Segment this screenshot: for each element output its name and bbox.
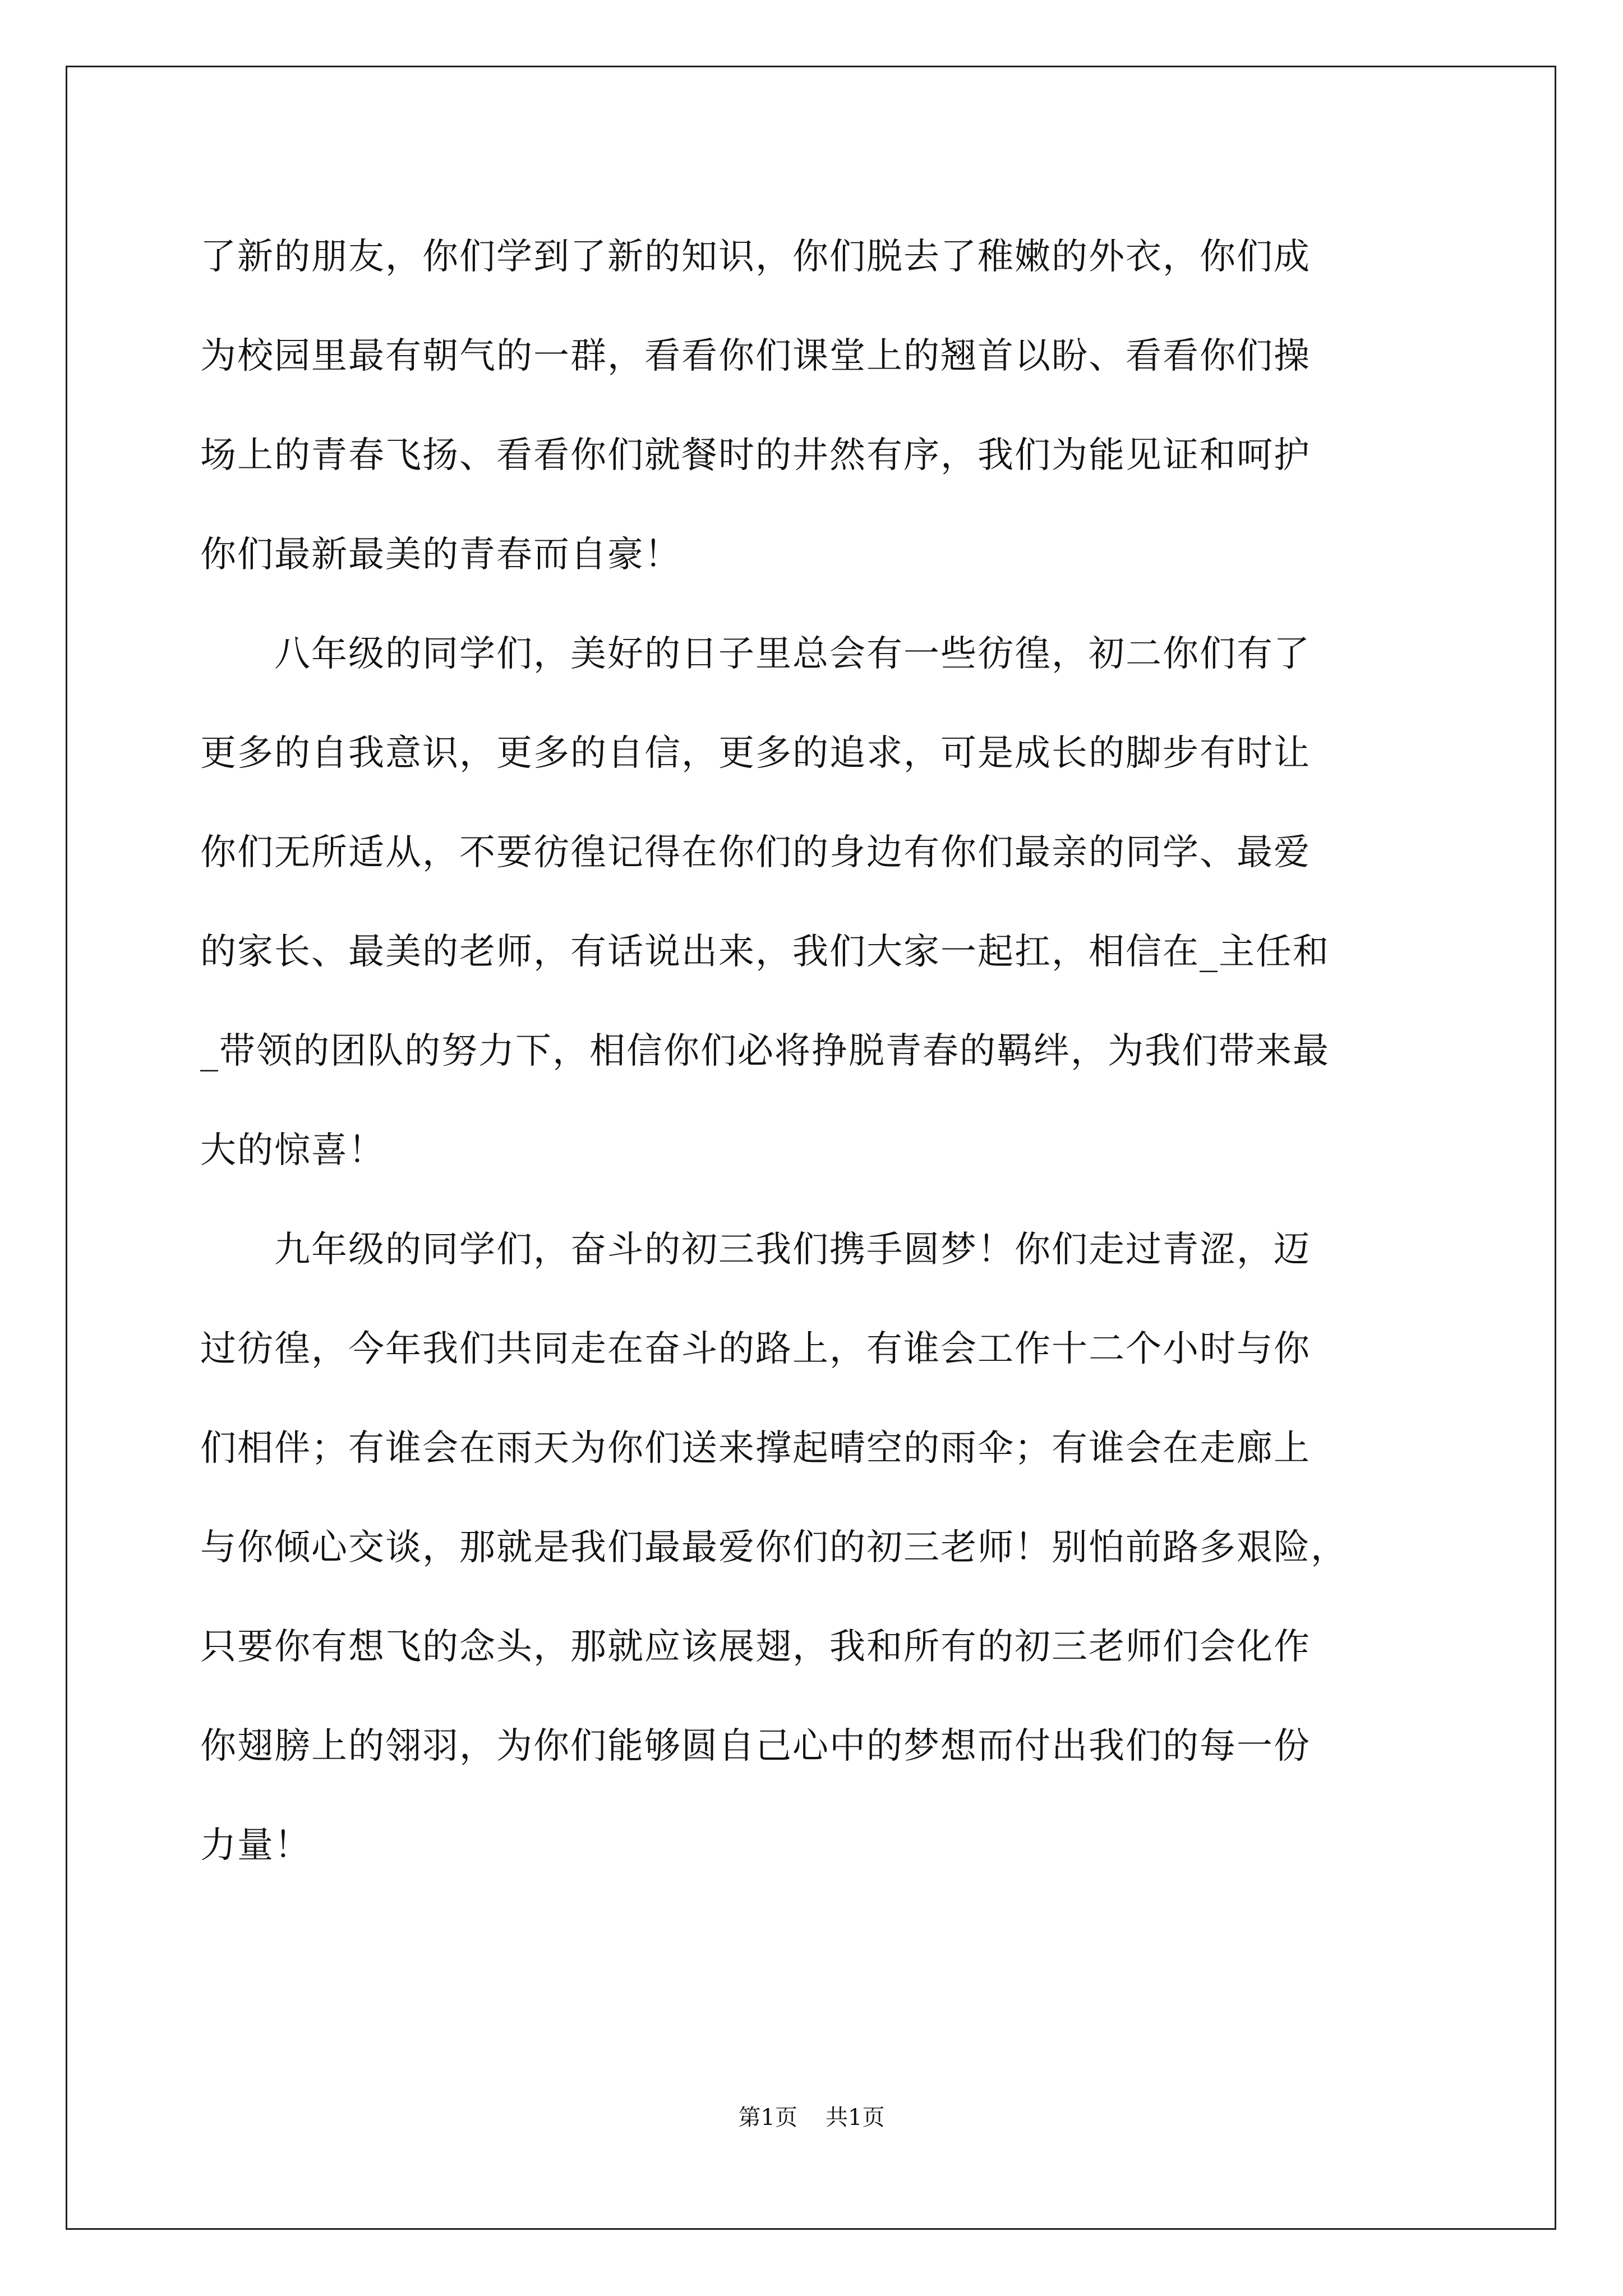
text-line: 过彷徨，今年我们共同走在奋斗的路上，有谁会工作十二个小时与你 [200,1328,1311,1370]
text-line: _带领的团队的努力下，相信你们必将挣脱青春的羁绊，为我们带来最 [200,1030,1330,1072]
text-line: 你们最新最美的青春而自豪！ [200,534,681,576]
text-line: 更多的自我意识，更多的自信，更多的追求，可是成长的脚步有时让 [200,733,1311,774]
page-number-current: 第1页 [738,2105,797,2131]
text-line: 力量！ [200,1825,311,1866]
paragraph-2 [200,605,1434,1200]
text-line: 你翅膀上的翎羽，为你们能够圆自己心中的梦想而付出我们的每一份 [200,1726,1311,1767]
text-line: 大的惊喜！ [200,1130,385,1171]
page-number-total: 共1页 [826,2105,885,2131]
text-line: 们相伴；有谁会在雨天为你们送来撑起晴空的雨伞；有谁会在走廊上 [200,1428,1311,1469]
paragraph-1 [200,208,1434,605]
text-line: 了新的朋友，你们学到了新的知识，你们脱去了稚嫩的外衣，你们成 [200,236,1311,278]
text-line: 只要你有想飞的念头，那就应该展翅，我和所有的初三老师们会化作 [200,1626,1311,1668]
text-line: 与你倾心交谈，那就是我们最最爱你们的初三老师！别怕前路多艰险， [200,1527,1348,1568]
page-footer [0,2101,1623,2134]
text-line: 的家长、最美的老师，有话说出来，我们大家一起扛，相信在_主任和 [200,931,1330,973]
text-line: 你们无所适从，不要彷徨记得在你们的身边有你们最亲的同学、最爱 [200,832,1311,873]
document-body [200,208,1434,1895]
text-line: 场上的青春飞扬、看看你们就餐时的井然有序，我们为能见证和呵护 [200,435,1311,476]
paragraph-3 [200,1200,1434,1895]
text-line: 为校园里最有朝气的一群，看看你们课堂上的翘首以盼、看看你们操 [200,335,1311,377]
text-line: 八年级的同学们，美好的日子里总会有一些彷徨，初二你们有了 [200,633,1311,675]
text-line: 九年级的同学们，奋斗的初三我们携手圆梦！你们走过青涩，迈 [200,1229,1311,1271]
